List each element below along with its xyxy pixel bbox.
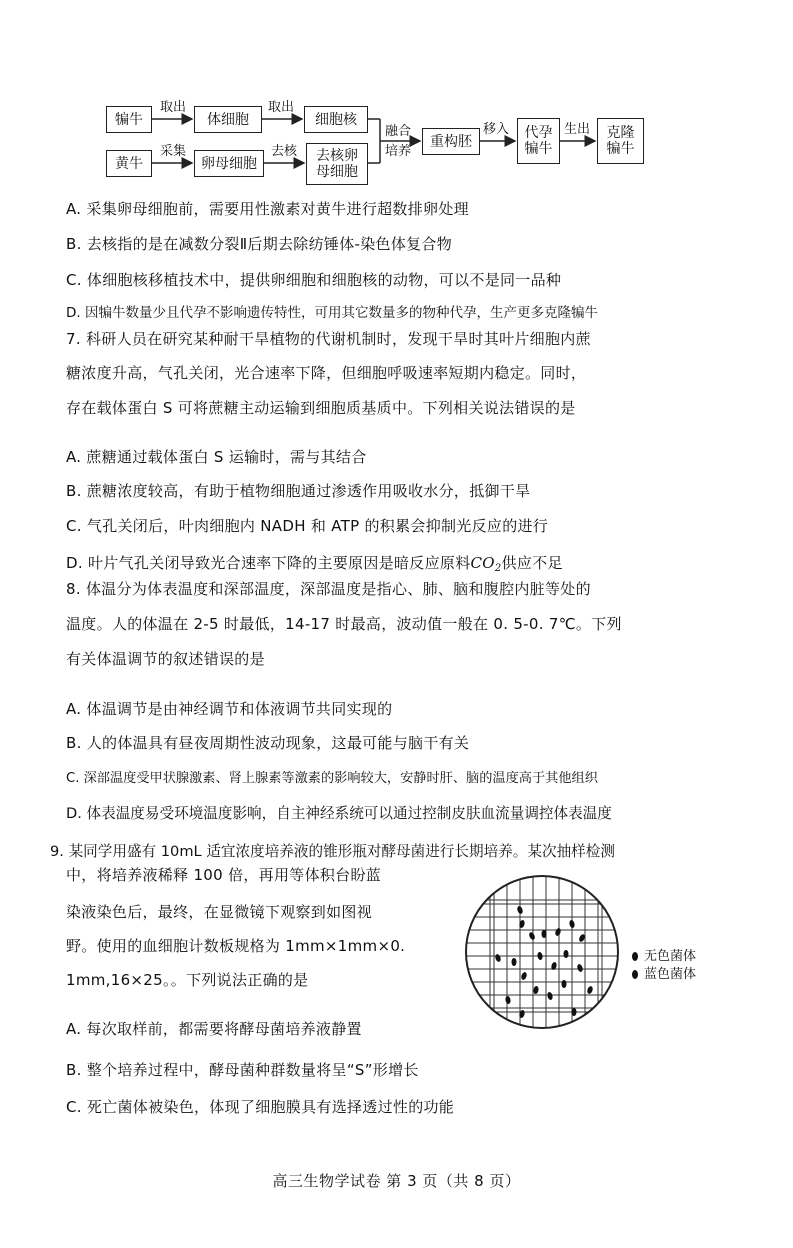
label-enucleate: 去核 [271, 144, 298, 159]
q7-stem-line-3: 存在载体蛋白 S 可将蔗糖主动运输到细胞质基质中。下列相关说法错误的是 [66, 399, 576, 417]
q9-stem-line-3: 染液染色后，最终，在显微镜下观察到如图视 [66, 903, 373, 921]
legend-colorless: 无色菌体 [632, 949, 696, 965]
q7-option-d-text: D. 叶片气孔关闭导致光合速率下降的主要原因是暗反应原料 [66, 554, 471, 572]
q8-stem-line-2: 温度。人的体温在 2-5 时最低，14-17 时最高，波动值一般在 0. 5-0. 7℃。下列 [66, 615, 622, 633]
label-birth: 生出 [564, 122, 591, 137]
yeast-cells [494, 905, 593, 1018]
box-surrogate: 代孕犏牛 [517, 118, 560, 164]
q8-stem-line-1: 8. 体温分为体表温度和深部温度，深部温度是指心、肺、脑和腹腔内脏等处的 [66, 580, 591, 598]
q7-option-d [66, 554, 563, 578]
co2-formula: $CO_2$ [470, 554, 502, 574]
box-huangniu: 黄牛 [106, 150, 152, 177]
legend-colorless-icon [632, 952, 638, 961]
microscope-field-figure [462, 872, 622, 1032]
q6-option-b: B. 去核指的是在减数分裂Ⅱ后期去除纺锤体-染色体复合物 [66, 235, 453, 253]
q9-stem-line-4: 野。使用的血细胞计数板规格为 1mm×1mm×0. [66, 937, 406, 955]
q7-option-b: B. 蔗糖浓度较高，有助于植物细胞通过渗透作用吸收水分，抵御干旱 [66, 482, 531, 500]
q6-option-d: D. 因犏牛数量少且代孕不影响遗传特性，可用其它数量多的物种代孕，生产更多克隆犏牛 [66, 305, 598, 321]
label-collect: 采集 [160, 144, 187, 159]
label-take-out-2: 取出 [268, 100, 295, 115]
q9-option-a: A. 每次取样前，都需要将酵母菌培养液静置 [66, 1020, 362, 1038]
q8-option-c: C. 深部温度受甲状腺激素、肾上腺素等激素的影响较大，安静时肝、脑的温度高于其他组织 [66, 771, 598, 786]
q9-option-c: C. 死亡菌体被染色，体现了细胞膜具有选择透过性的功能 [66, 1098, 455, 1116]
legend-blue: 蓝色菌体 [632, 967, 696, 983]
box-somatic-cell: 体细胞 [194, 106, 262, 133]
counting-grid [462, 872, 622, 1032]
q7-stem-line-1: 7. 科研人员在研究某种耐干旱植物的代谢机制时，发现干旱时其叶片细胞内蔗 [66, 330, 591, 348]
box-nucleus: 细胞核 [304, 106, 368, 133]
q6-option-c: C. 体细胞核移植技术中，提供卵细胞和细胞核的动物，可以不是同一品种 [66, 271, 562, 289]
q9-stem-line-2: 中，将培养液稀释 100 倍，再用等体积台盼蓝 [66, 866, 382, 884]
label-transfer: 移入 [483, 122, 510, 137]
q8-option-b: B. 人的体温具有昼夜周期性波动现象，这最可能与脑干有关 [66, 734, 470, 752]
page-footer: 高三生物学试卷 第 3 页（共 8 页） [272, 1172, 521, 1190]
box-pianniu: 犏牛 [106, 106, 152, 133]
q7-option-a: A. 蔗糖通过载体蛋白 S 运输时，需与其结合 [66, 448, 367, 466]
q9-stem-line-1: 9. 某同学用盛有 10mL 适宜浓度培养液的锥形瓶对酵母菌进行长期培养。某次抽样检测 [50, 843, 615, 860]
field-of-view-circle [466, 876, 618, 1028]
box-cloned: 克隆犏牛 [597, 118, 644, 164]
box-enucleated-oocyte: 去核卵母细胞 [306, 143, 368, 185]
q7-option-d-tail: 供应不足 [501, 554, 563, 572]
q8-option-d: D. 体表温度易受环境温度影响，自主神经系统可以通过控制皮肤血流量调控体表温度 [66, 805, 612, 822]
q8-option-a: A. 体温调节是由神经调节和体液调节共同实现的 [66, 700, 393, 718]
label-take-out-1: 取出 [160, 100, 187, 115]
q9-option-b: B. 整个培养过程中，酵母菌种群数量将呈“S”形增长 [66, 1061, 419, 1079]
q6-option-a: A. 采集卵母细胞前，需要用性激素对黄牛进行超数排卵处理 [66, 200, 469, 218]
legend-blue-icon [632, 970, 638, 979]
box-reconstructed-embryo: 重构胚 [422, 128, 480, 155]
q8-stem-line-3: 有关体温调节的叙述错误的是 [66, 650, 265, 668]
q7-option-c: C. 气孔关闭后，叶肉细胞内 NADH 和 ATP 的积累会抑制光反应的进行 [66, 517, 549, 535]
label-fuse-culture: 融合培养 [385, 124, 412, 159]
q7-stem-line-2: 糖浓度升高，气孔关闭，光合速率下降，但细胞呼吸速率短期内稳定。同时， [66, 364, 587, 382]
box-oocyte: 卵母细胞 [194, 150, 264, 177]
q9-stem-line-5: 1mm,16×25。。下列说法正确的是 [66, 971, 309, 989]
